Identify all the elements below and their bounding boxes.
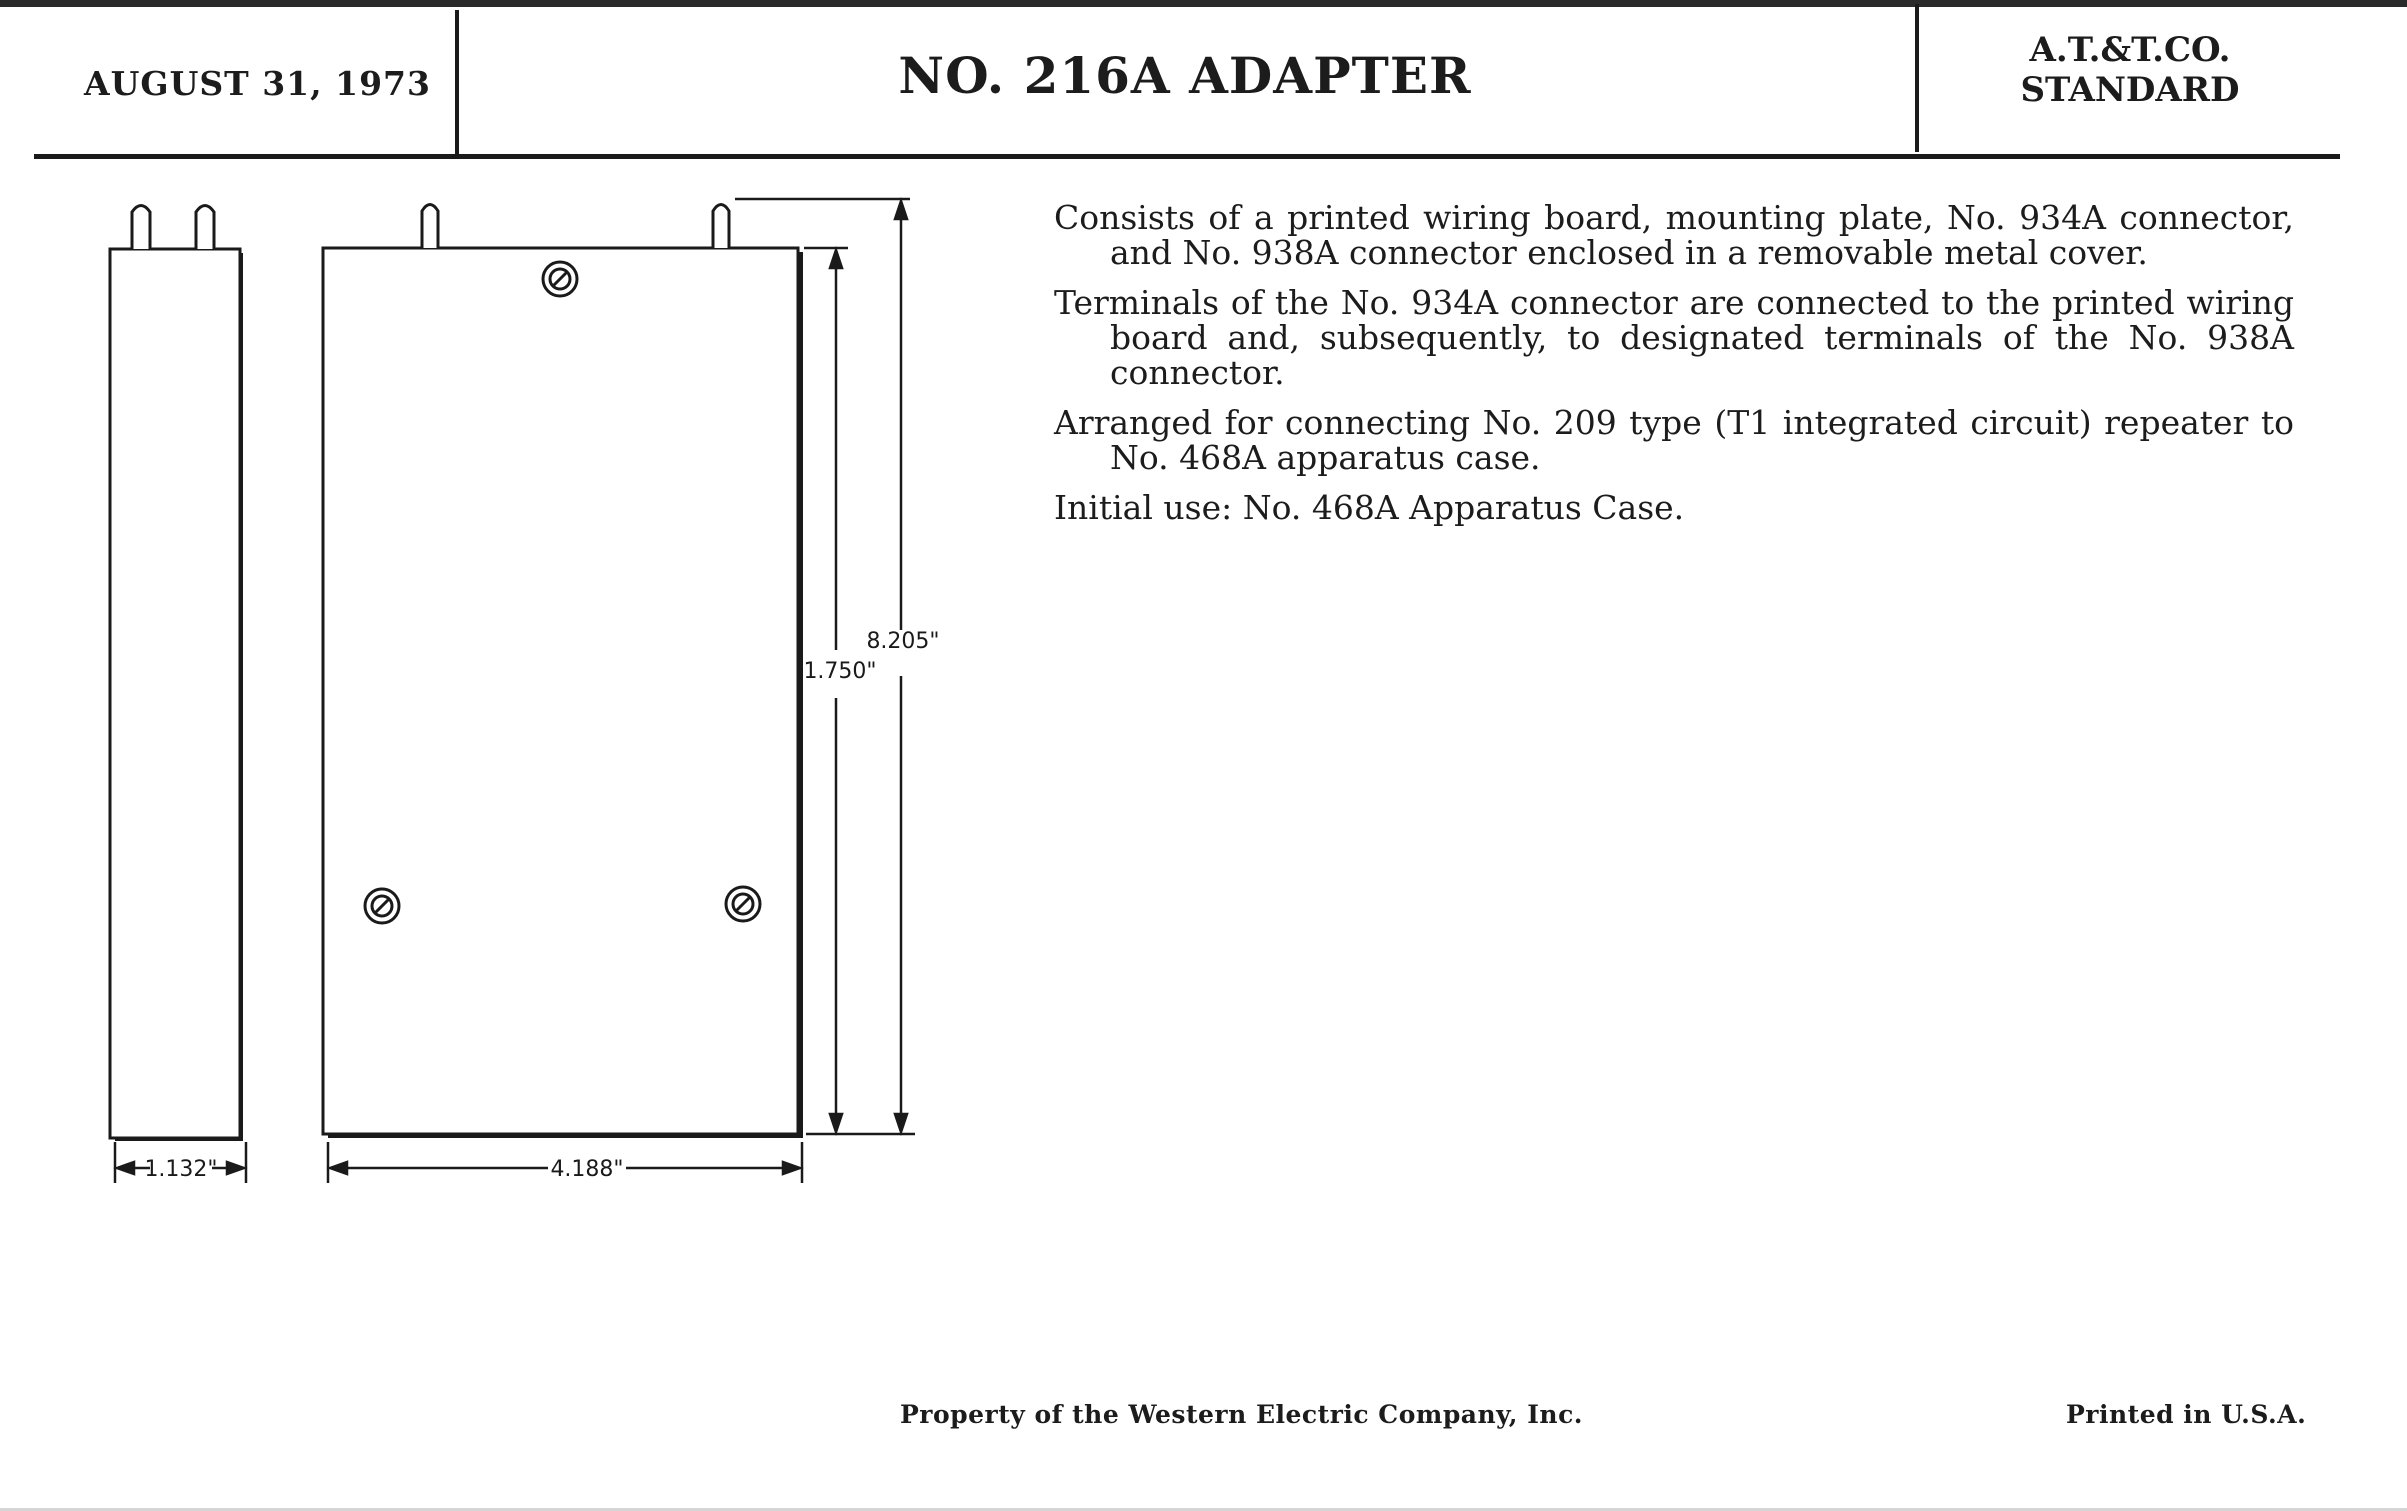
header-rule bbox=[34, 154, 2340, 159]
dim-overall-height-label: 8.205" bbox=[866, 629, 940, 654]
dim-side-width-label: 1.132" bbox=[144, 1157, 218, 1182]
side-view bbox=[110, 206, 243, 1142]
printed-notice: Printed in U.S.A. bbox=[2066, 1400, 2307, 1429]
front-view-pin bbox=[713, 205, 729, 249]
dim-front-width-label: 4.188" bbox=[550, 1157, 624, 1182]
side-view-body bbox=[110, 249, 240, 1138]
front-view bbox=[323, 205, 803, 1139]
front-view-pin bbox=[422, 205, 438, 249]
description-paragraph: Consists of a printed wiring board, mounting plate, No. 934A connector, and No. 938A connector enclosed in a removable metal cover. bbox=[1054, 198, 2294, 272]
description-block bbox=[1054, 200, 2294, 540]
document-date: AUGUST 31, 1973 bbox=[84, 64, 431, 103]
top-edge bbox=[0, 0, 2407, 7]
dim-body-height-label: 1.750" bbox=[803, 659, 877, 684]
header-divider bbox=[455, 10, 459, 156]
standard-line-1: A.T.&T.CO. bbox=[2029, 30, 2231, 70]
description-paragraph: Arranged for connecting No. 209 type (T1 integrated circuit) repeater to No. 468A apparatus case. bbox=[1054, 403, 2294, 477]
document-title: NO. 216A ADAPTER bbox=[898, 46, 1472, 105]
width-dimensions bbox=[115, 1142, 802, 1183]
standard-label bbox=[1925, 30, 2335, 110]
property-notice: Property of the Western Electric Company, Inc. bbox=[900, 1400, 1584, 1429]
description-paragraph: Terminals of the No. 934A connector are connected to the printed wiring board and, subsequently, to designated terminals of the No. 938A connector. bbox=[1054, 283, 2294, 392]
side-view-pin bbox=[196, 206, 214, 250]
side-view-pin bbox=[132, 206, 150, 250]
technical-drawing bbox=[0, 160, 960, 1210]
front-view-body bbox=[323, 248, 798, 1134]
description-paragraph: Initial use: No. 468A Apparatus Case. bbox=[1054, 488, 1685, 527]
header-divider bbox=[1915, 4, 1919, 152]
standard-line-2: STANDARD bbox=[2020, 70, 2240, 110]
